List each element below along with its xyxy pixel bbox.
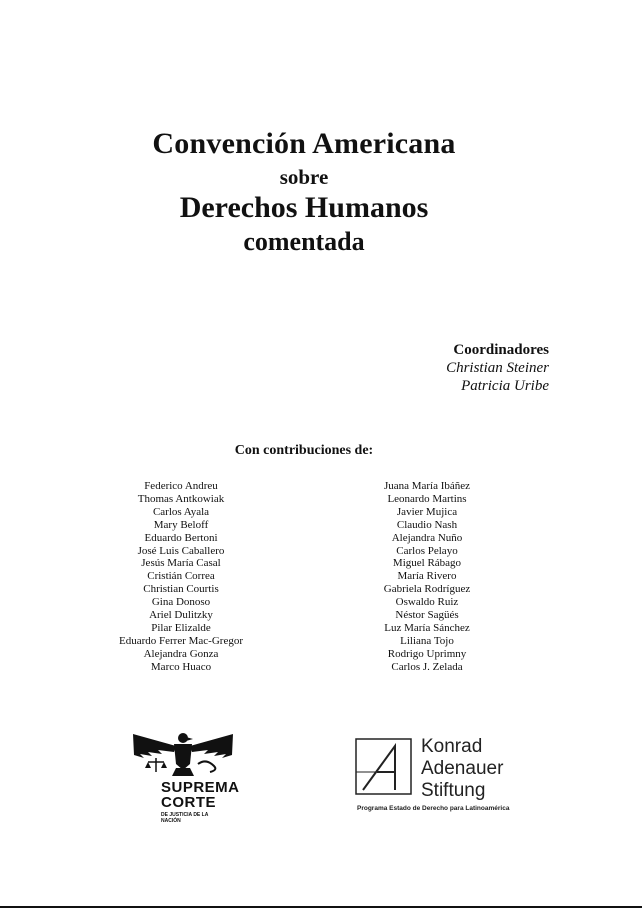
contributor-name: Alejandra Gonza (143, 647, 219, 660)
contributor-name: Federico Andreu (144, 480, 218, 492)
page-bottom-rule (0, 906, 642, 908)
coordinators-heading: Coordinadores (453, 342, 549, 358)
book-title (0, 124, 608, 258)
kas-logo-word-2: Adenauer (421, 758, 504, 779)
contributor-name: Gina Donoso (151, 596, 211, 609)
scjn-logo-line-2: CORTE (161, 794, 216, 811)
contributor-name: Ariel Dulitzky (149, 609, 213, 622)
contributor-name: Christian Courtis (143, 583, 219, 596)
scjn-logo-line-3: DE JUSTICIA DE LA NACIÓN (161, 812, 209, 824)
title-line-1: Convención Americana (152, 127, 456, 160)
contributor-name: Javier Mujica (396, 505, 458, 518)
kas-logo (355, 736, 555, 816)
contributor-name: Oswaldo Ruiz (395, 596, 459, 609)
eagle-emblem-icon (118, 728, 248, 780)
contributor-name: Liliana Tojo (400, 634, 454, 647)
contributor-name: Mary Beloff (153, 518, 209, 531)
scjn-logo-line-1: SUPREMA (161, 779, 240, 796)
title-line-3: Derechos Humanos (179, 191, 429, 224)
coordinator-name: Christian Steiner (446, 360, 549, 376)
coordinators-block (446, 341, 549, 395)
kas-logo-word-3: Stiftung (421, 780, 486, 801)
coordinator-name: Patricia Uribe (461, 378, 549, 394)
contributor-name: Alejandra Nuño (391, 531, 463, 544)
contributor-name: Thomas Antkowiak (137, 492, 225, 505)
contributor-name: Eduardo Bertoni (144, 531, 218, 544)
contributor-name: Miguel Rábago (392, 557, 462, 570)
contributor-name: Jesús María Casal (141, 557, 221, 570)
contributor-name: Marco Huaco (150, 660, 212, 673)
contributor-name: José Luis Caballero (137, 544, 225, 557)
contributor-name: Néstor Sagüés (395, 609, 459, 622)
contributor-name: Pilar Elizalde (151, 621, 211, 634)
contributor-name: María Rivero (397, 570, 457, 583)
title-line-4: comentada (243, 227, 365, 256)
kas-a-mark-icon (355, 738, 412, 795)
contributor-name: Carlos Pelayo (396, 544, 458, 557)
contributor-name: Luz María Sánchez (384, 621, 470, 634)
contributors-right-column (346, 480, 508, 674)
contributor-name: Claudio Nash (396, 518, 458, 531)
contributor-name: Juana María Ibáñez (383, 480, 471, 492)
contributor-name: Leonardo Martins (387, 492, 467, 505)
title-line-2: sobre (279, 165, 329, 189)
contributor-name: Carlos J. Zelada (391, 660, 463, 673)
contributor-name: Carlos Ayala (152, 505, 210, 518)
contributors-left-column (100, 480, 262, 674)
contributor-name: Rodrigo Uprimny (387, 647, 467, 660)
contributor-name: Gabriela Rodríguez (383, 583, 471, 596)
contributor-name: Cristián Correa (147, 570, 215, 583)
kas-logo-subtitle: Programa Estado de Derecho para Latinoamérica (357, 805, 510, 812)
contributions-heading: Con contribuciones de: (234, 443, 374, 458)
contributor-name: Eduardo Ferrer Mac-Gregor (119, 634, 243, 647)
scjn-logo (118, 728, 248, 838)
kas-logo-word-1: Konrad (421, 736, 483, 757)
